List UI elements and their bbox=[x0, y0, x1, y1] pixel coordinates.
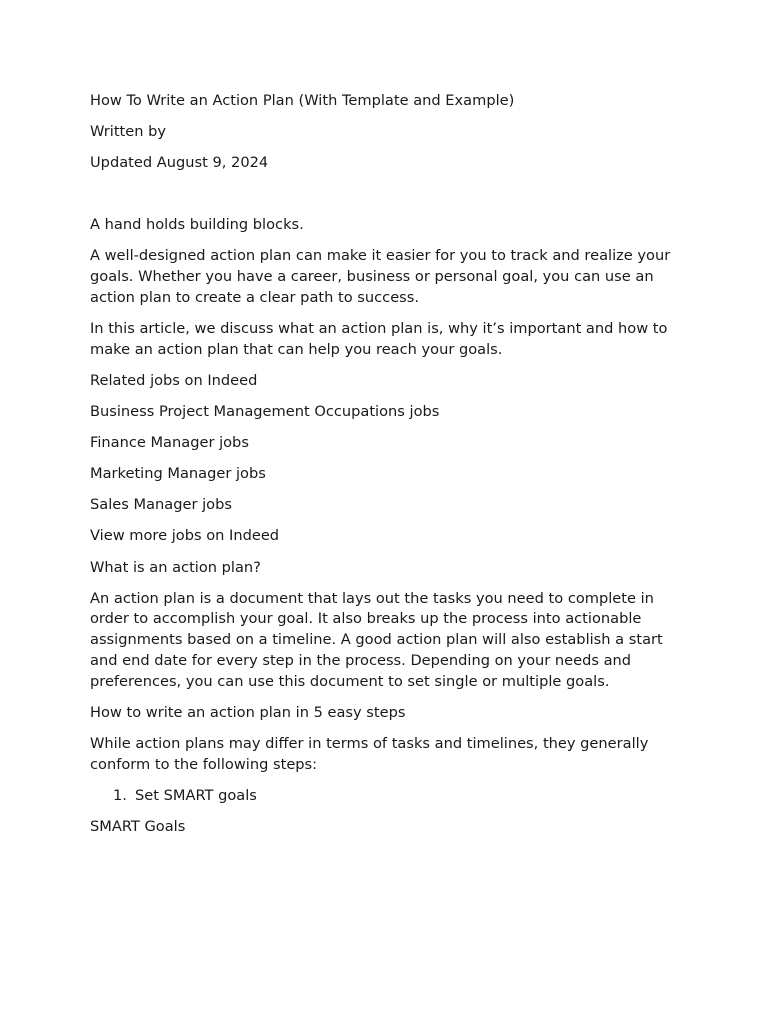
step-number: 1. bbox=[113, 786, 127, 804]
related-job-link[interactable]: Sales Manager jobs bbox=[90, 496, 232, 514]
related-job-link[interactable]: Finance Manager jobs bbox=[90, 434, 249, 452]
section-heading: How to write an action plan in 5 easy steps bbox=[90, 703, 406, 721]
related-job-link[interactable]: Marketing Manager jobs bbox=[90, 465, 266, 483]
section-heading: What is an action plan? bbox=[90, 558, 261, 576]
image-caption: A hand holds building blocks. bbox=[90, 216, 304, 234]
byline: Written by bbox=[90, 123, 167, 141]
view-more-jobs-link[interactable]: View more jobs on Indeed bbox=[90, 527, 280, 545]
intro-paragraph: A well-designed action plan can make it easier for you to track and realize your goals. Whether you have a career, business or personal goal, you can use an action plan to create a clear path to success. bbox=[90, 247, 671, 306]
article-title: How To Write an Action Plan (With Template and Example) bbox=[90, 92, 515, 109]
intro-paragraph: In this article, we discuss what an action plan is, why it’s important and how to make an action plan that can help you reach your goals. bbox=[90, 320, 668, 358]
section-paragraph: An action plan is a document that lays out the tasks you need to complete in order to accomplish your goal. It also breaks up the process into actionable assignments based on a timeline. A good action plan will also establish a start and end date for every step in the process. Depending on your needs and preferences, you can use this document to set single or multiple goals. bbox=[90, 589, 663, 690]
steps-list bbox=[90, 786, 680, 807]
article bbox=[90, 91, 680, 848]
smart-goals-label: SMART Goals bbox=[90, 817, 186, 835]
step-label: Set SMART goals bbox=[135, 786, 257, 804]
related-job-link[interactable]: Business Project Management Occupations jobs bbox=[90, 403, 440, 421]
list-item bbox=[90, 786, 680, 807]
section-paragraph: While action plans may differ in terms of tasks and timelines, they generally conform to the following steps: bbox=[90, 734, 649, 773]
updated-date: Updated August 9, 2024 bbox=[90, 154, 269, 172]
image-placeholder bbox=[90, 184, 680, 215]
related-jobs-heading: Related jobs on Indeed bbox=[90, 371, 258, 389]
